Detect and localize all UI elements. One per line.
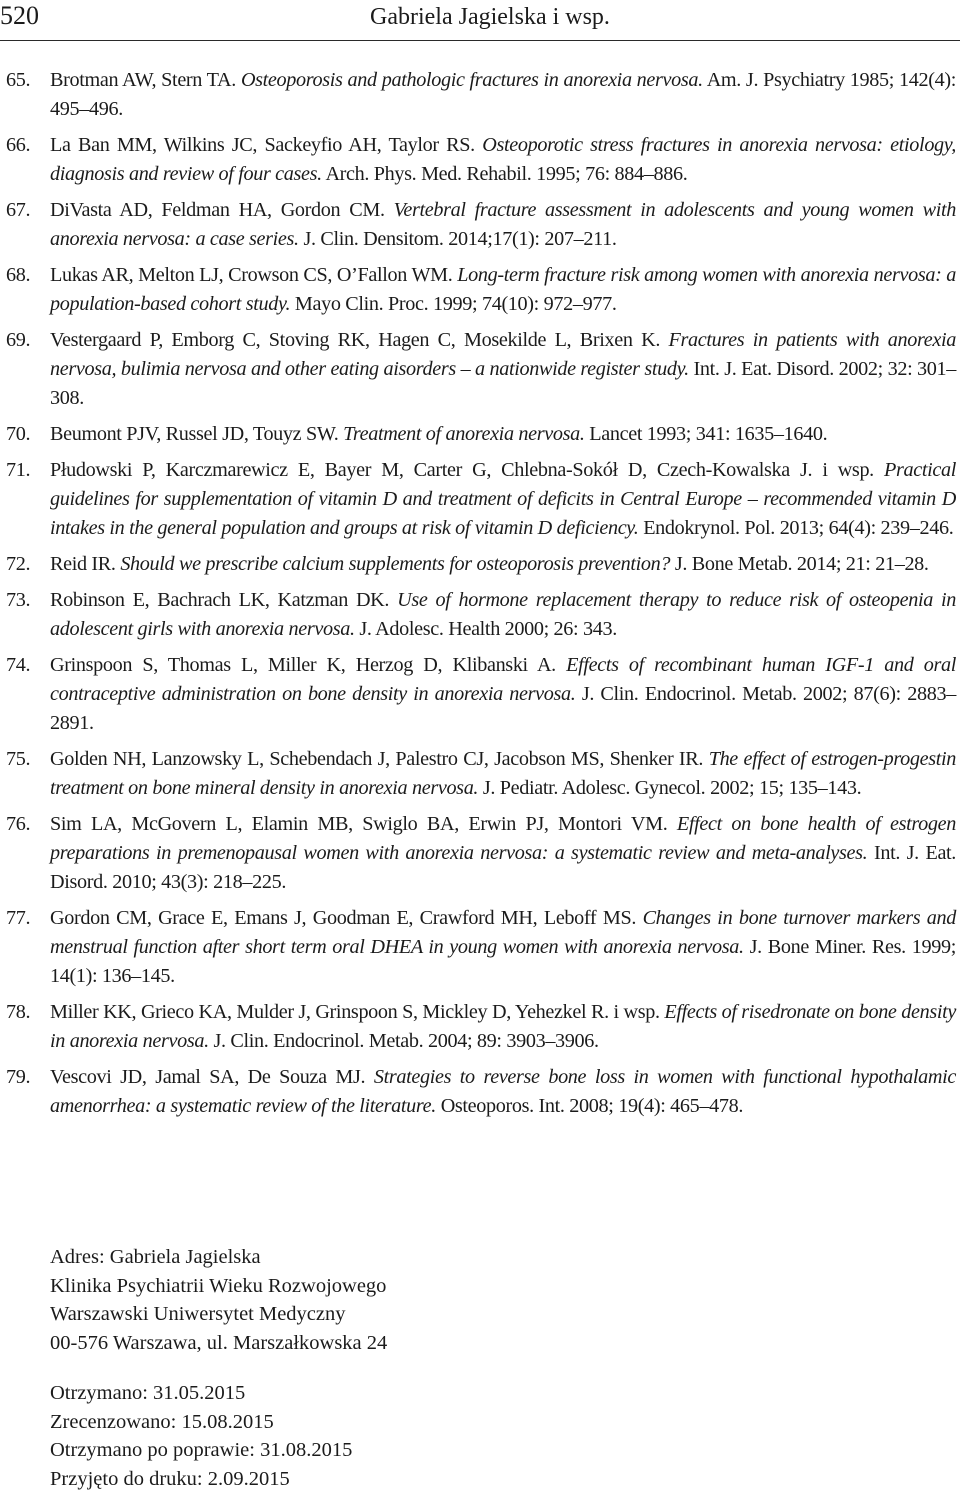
article-dates (50, 1379, 352, 1493)
reference-authors: Lukas AR, Melton LJ, Crowson CS, O’Fallon WM. (50, 264, 453, 286)
reference-authors: La Ban MM, Wilkins JC, Sackeyfio AH, Taylor RS. (50, 134, 475, 156)
reference-title: Effects of risedronate on bone density in anorexia nervosa. (50, 1001, 956, 1052)
reference-title: Osteoporosis and pathologic fractures in anorexia nervosa. (240, 69, 703, 91)
reference-title: Practical guidelines for supplementation of vitamin D and treatment of deficits in Central Europe – recommended vitamin D intakes in the general population and groups at risk of vitamin D deficiency. (50, 459, 956, 539)
reference-item (0, 196, 960, 254)
reference-title: Strategies to reverse bone loss in women with functional hypothalamic amenorrhea: a systematic review of the literature. (50, 1066, 957, 1117)
page-header (0, 0, 960, 44)
reference-title: Treatment of anorexia nervosa. (343, 423, 585, 445)
reference-number: 65. (6, 69, 31, 91)
reference-source: Lancet 1993; 341: 1635–1640. (589, 423, 828, 445)
date-received: Otrzymano: 31.05.2015 (50, 1382, 246, 1404)
reference-source: J. Clin. Endocrinol. Metab. 2004; 89: 3903–3906. (213, 1030, 599, 1052)
reference-authors: Brotman AW, Stern TA. (50, 69, 236, 91)
reference-source: Osteoporos. Int. 2008; 19(4): 465–478. (440, 1095, 744, 1117)
reference-number: 79. (6, 1066, 31, 1088)
reference-number: 78. (6, 1001, 31, 1023)
reference-item (0, 66, 960, 124)
address-line: Klinika Psychiatrii Wieku Rozwojowego (50, 1274, 387, 1297)
reference-authors: Reid IR. (50, 553, 116, 575)
reference-title: Effect on bone health of estrogen preparations in premenopausal women with anorexia nervosa: a systematic review and meta-analyses. (50, 813, 956, 864)
reference-item (0, 651, 960, 738)
reference-number: 77. (6, 907, 31, 929)
reference-item (0, 131, 960, 189)
reference-number: 72. (6, 553, 31, 575)
reference-item (0, 810, 960, 897)
reference-authors: Robinson E, Bachrach LK, Katzman DK. (50, 589, 390, 611)
reference-item (0, 745, 960, 803)
reference-item (0, 998, 960, 1056)
reference-authors: Miller KK, Grieco KA, Mulder J, Grinspoon S, Mickley D, Yehezkel R. i wsp. (50, 1001, 660, 1023)
reference-number: 70. (6, 423, 31, 445)
reference-item (0, 550, 960, 579)
reference-source: Arch. Phys. Med. Rehabil. 1995; 76: 884–886. (325, 163, 688, 185)
reference-source: J. Clin. Endocrinol. Metab. 2002; 87(6): 2883–2891. (50, 683, 957, 734)
reference-title: Fractures in patients with anorexia nervosa, bulimia nervosa and other eating aisorders – a nationwide register study. (50, 329, 956, 380)
reference-source: J. Bone Miner. Res. 1999; 14(1): 136–145. (50, 936, 956, 987)
reference-title: Osteoporotic stress fractures in anorexia nervosa: etiology, diagnosis and review of four cases. (50, 134, 956, 185)
reference-item (0, 586, 960, 644)
reference-number: 74. (6, 654, 31, 676)
reference-item (0, 326, 960, 413)
reference-item (0, 1063, 960, 1121)
reference-authors: Grinspoon S, Thomas L, Miller K, Herzog D, Klibanski A. (50, 654, 556, 676)
reference-authors: Płudowski P, Karczmarewicz E, Bayer M, Carter G, Chlebna-Sokół D, Czech-Kowalska J. i wsp. (50, 459, 874, 481)
reference-source: J. Pediatr. Adolesc. Gynecol. 2002; 15; 135–143. (482, 777, 862, 799)
reference-title: Effects of recombinant human IGF-1 and oral contraceptive administration on bone density in anorexia nervosa. (50, 654, 956, 705)
reference-title: Changes in bone turnover markers and menstrual function after short term oral DHEA in young women with anorexia nervosa. (50, 907, 956, 958)
date-reviewed: Zrecenzowano: 15.08.2015 (50, 1410, 274, 1433)
reference-item (0, 904, 960, 991)
reference-authors: Sim LA, McGovern L, Elamin MB, Swiglo BA, Erwin PJ, Montori VM. (50, 813, 668, 835)
reference-authors: DiVasta AD, Feldman HA, Gordon CM. (50, 199, 385, 221)
reference-number: 76. (6, 813, 31, 835)
reference-title: Should we prescribe calcium supplements for osteoporosis prevention? (120, 553, 671, 575)
reference-source: Am. J. Psychiatry 1985; 142(4): 495–496. (50, 69, 956, 120)
reference-authors: Gordon CM, Grace E, Emans J, Goodman E, Crawford MH, Leboff MS. (50, 907, 637, 929)
reference-number: 67. (6, 199, 31, 221)
reference-item (0, 420, 960, 449)
reference-number: 71. (6, 459, 31, 481)
reference-authors: Beumont PJV, Russel JD, Touyz SW. (50, 423, 339, 445)
address-line: Adres: Gabriela Jagielska (50, 1246, 261, 1268)
reference-number: 73. (6, 589, 31, 611)
correspondence-address (50, 1243, 387, 1357)
reference-source: J. Clin. Densitom. 2014;17(1): 207–211. (303, 228, 617, 250)
reference-source: Int. J. Eat. Disord. 2002; 32: 301–308. (50, 358, 956, 409)
reference-title: Long-term fracture risk among women with anorexia nervosa: a population-based cohort study. (50, 264, 956, 315)
running-title: Gabriela Jagielska i wsp. (370, 4, 610, 30)
header-rule (0, 40, 960, 41)
reference-authors: Golden NH, Lanzowsky L, Schebendach J, Palestro CJ, Jacobson MS, Shenker IR. (50, 748, 704, 770)
reference-number: 69. (6, 329, 31, 351)
date-revised: Otrzymano po poprawie: 31.08.2015 (50, 1439, 353, 1461)
reference-authors: Vestergaard P, Emborg C, Stoving RK, Hagen C, Mosekilde L, Brixen K. (50, 329, 661, 351)
reference-source: Int. J. Eat. Disord. 2010; 43(3): 218–225. (50, 842, 957, 893)
reference-title: Vertebral fracture assessment in adolescents and young women with anorexia nervosa: a case series. (50, 199, 956, 250)
reference-title: Use of hormone replacement therapy to reduce risk of osteopenia in adolescent girls with anorexia nervosa. (50, 589, 956, 640)
reference-number: 75. (6, 748, 31, 770)
date-accepted: Przyjęto do druku: 2.09.2015 (50, 1467, 290, 1490)
reference-source: J. Bone Metab. 2014; 21: 21–28. (674, 553, 929, 575)
reference-title: The effect of estrogen-progestin treatment on bone mineral density in anorexia nervosa. (50, 748, 956, 799)
reference-source: Endokrynol. Pol. 2013; 64(4): 239–246. (643, 517, 954, 539)
reference-authors: Vescovi JD, Jamal SA, De Souza MJ. (50, 1066, 366, 1088)
reference-item (0, 261, 960, 319)
reference-source: Mayo Clin. Proc. 1999; 74(10): 972–977. (294, 293, 617, 315)
page-number: 520 (0, 1, 39, 30)
address-line: Warszawski Uniwersytet Medyczny (50, 1303, 346, 1325)
reference-number: 66. (6, 134, 31, 156)
reference-list (0, 66, 960, 1128)
reference-item (0, 456, 960, 543)
reference-number: 68. (6, 264, 31, 286)
reference-source: J. Adolesc. Health 2000; 26: 343. (359, 618, 617, 640)
address-line: 00-576 Warszawa, ul. Marszałkowska 24 (50, 1331, 388, 1354)
